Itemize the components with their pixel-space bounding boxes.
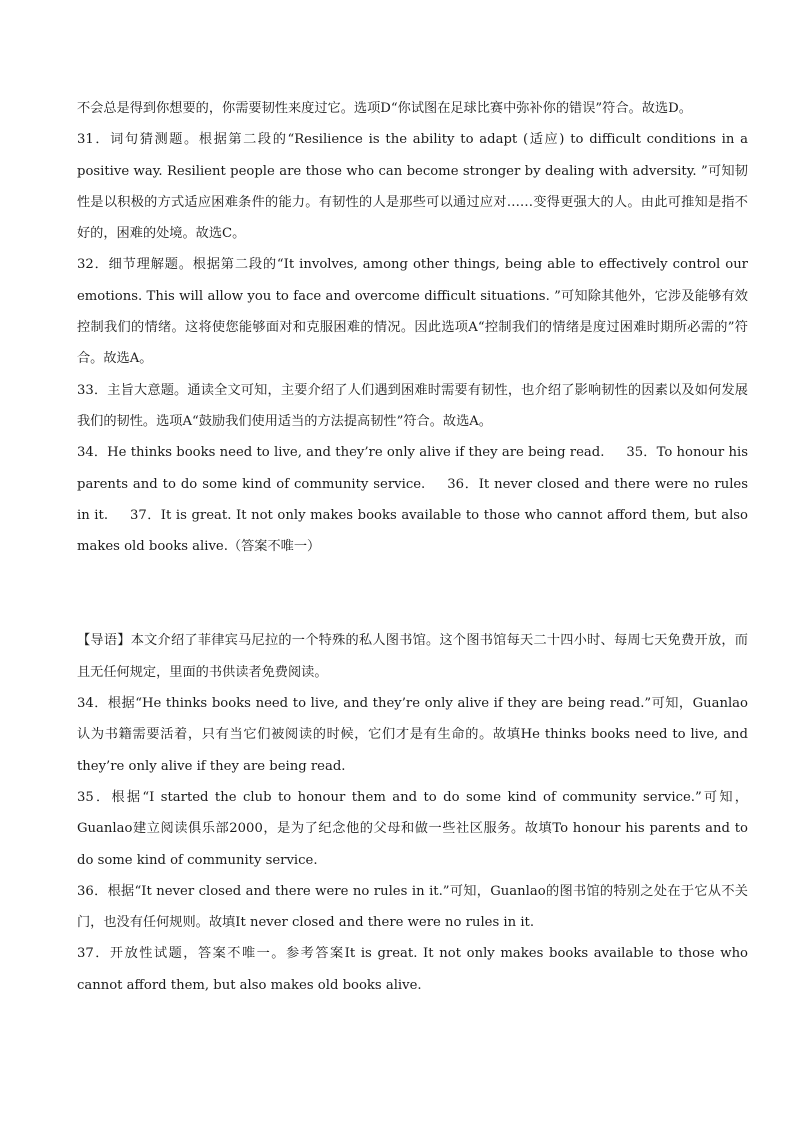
answer-35: 35．To honour his parents and to do some kind of community service. <box>77 445 748 492</box>
explanation-37: 37．开放性试题，答案不唯一。参考答案It is great. It not only makes books available to those who cannot afford them, but also makes old books alive. <box>77 946 748 993</box>
paragraph-31: 31．词句猜测题。根据第二段的“Resilience is the ability to adapt (适应) to difficult conditions in a positive way. Resilient people are those who can become stronger by dealing with adversity. ”可知韧性是以积极的方式适应困难条件的能力。有韧性的人是那些可以通过应对……变得更强大的人。由此可推知是指不好的，困难的处境。故选C。 <box>77 132 748 242</box>
answer-37: 37．It is great. It not only makes books available to those who cannot afford them, but also makes old books alive.（答案不唯一） <box>77 507 748 555</box>
answer-34: 34．He thinks books need to live, and they’re only alive if they are being read. <box>77 445 605 461</box>
paragraph-d-answer: 不会总是得到你想要的，你需要韧性来度过它。选项D“你试图在足球比赛中弥补你的错误”符合。故选D。 <box>77 101 692 116</box>
guide-section <box>77 625 748 1001</box>
answers-paragraph <box>77 437 748 562</box>
paragraph-32: 32．细节理解题。根据第二段的“It involves, among other things, being able to effectively control our emotions. This will allow you to face and overcome difficult situations. ”可知除其他外，它涉及能够有效控制我们的情绪。这将使您能够面对和克服困难的情况。因此选项A“控制我们的情绪是度过困难时期所必需的”符合。故选A。 <box>77 257 748 367</box>
explanation-section <box>77 0 748 562</box>
explanation-34: 34．根据“He thinks books need to live, and they’re only alive if they are being read.”可知，Guanlao认为书籍需要活着，只有当它们被阅读的时候，它们才是有生命的。故填He thinks books need to live, and they’re only alive if they are being read. <box>77 696 748 774</box>
explanation-36: 36．根据“It never closed and there were no rules in it.”可知，Guanlao的图书馆的特别之处在于它从不关门，也没有任何规则。故填It never closed and there were no rules in it. <box>77 883 748 931</box>
paragraph-33: 33．主旨大意题。通读全文可知，主要介绍了人们遇到困难时需要有韧性，也介绍了影响韧性的因素以及如何发展我们的韧性。选项A“鼓励我们使用适当的方法提高韧性”符合。故选A。 <box>77 382 748 429</box>
guide-intro: 【导语】本文介绍了菲律宾马尼拉的一个特殊的私人图书馆。这个图书馆每天二十四小时、每周七天免费开放，而且无任何规定，里面的书供读者免费阅读。 <box>77 633 748 680</box>
explanation-35: 35．根据“I started the club to honour them and to do some kind of community service.”可知，Guanlao建立阅读俱乐部2000，是为了纪念他的父母和做一些社区服务。故填To honour his parents and to do some kind of community service. <box>77 789 748 868</box>
answer-36: 36．It never closed and there were no rules in it. <box>77 476 748 523</box>
